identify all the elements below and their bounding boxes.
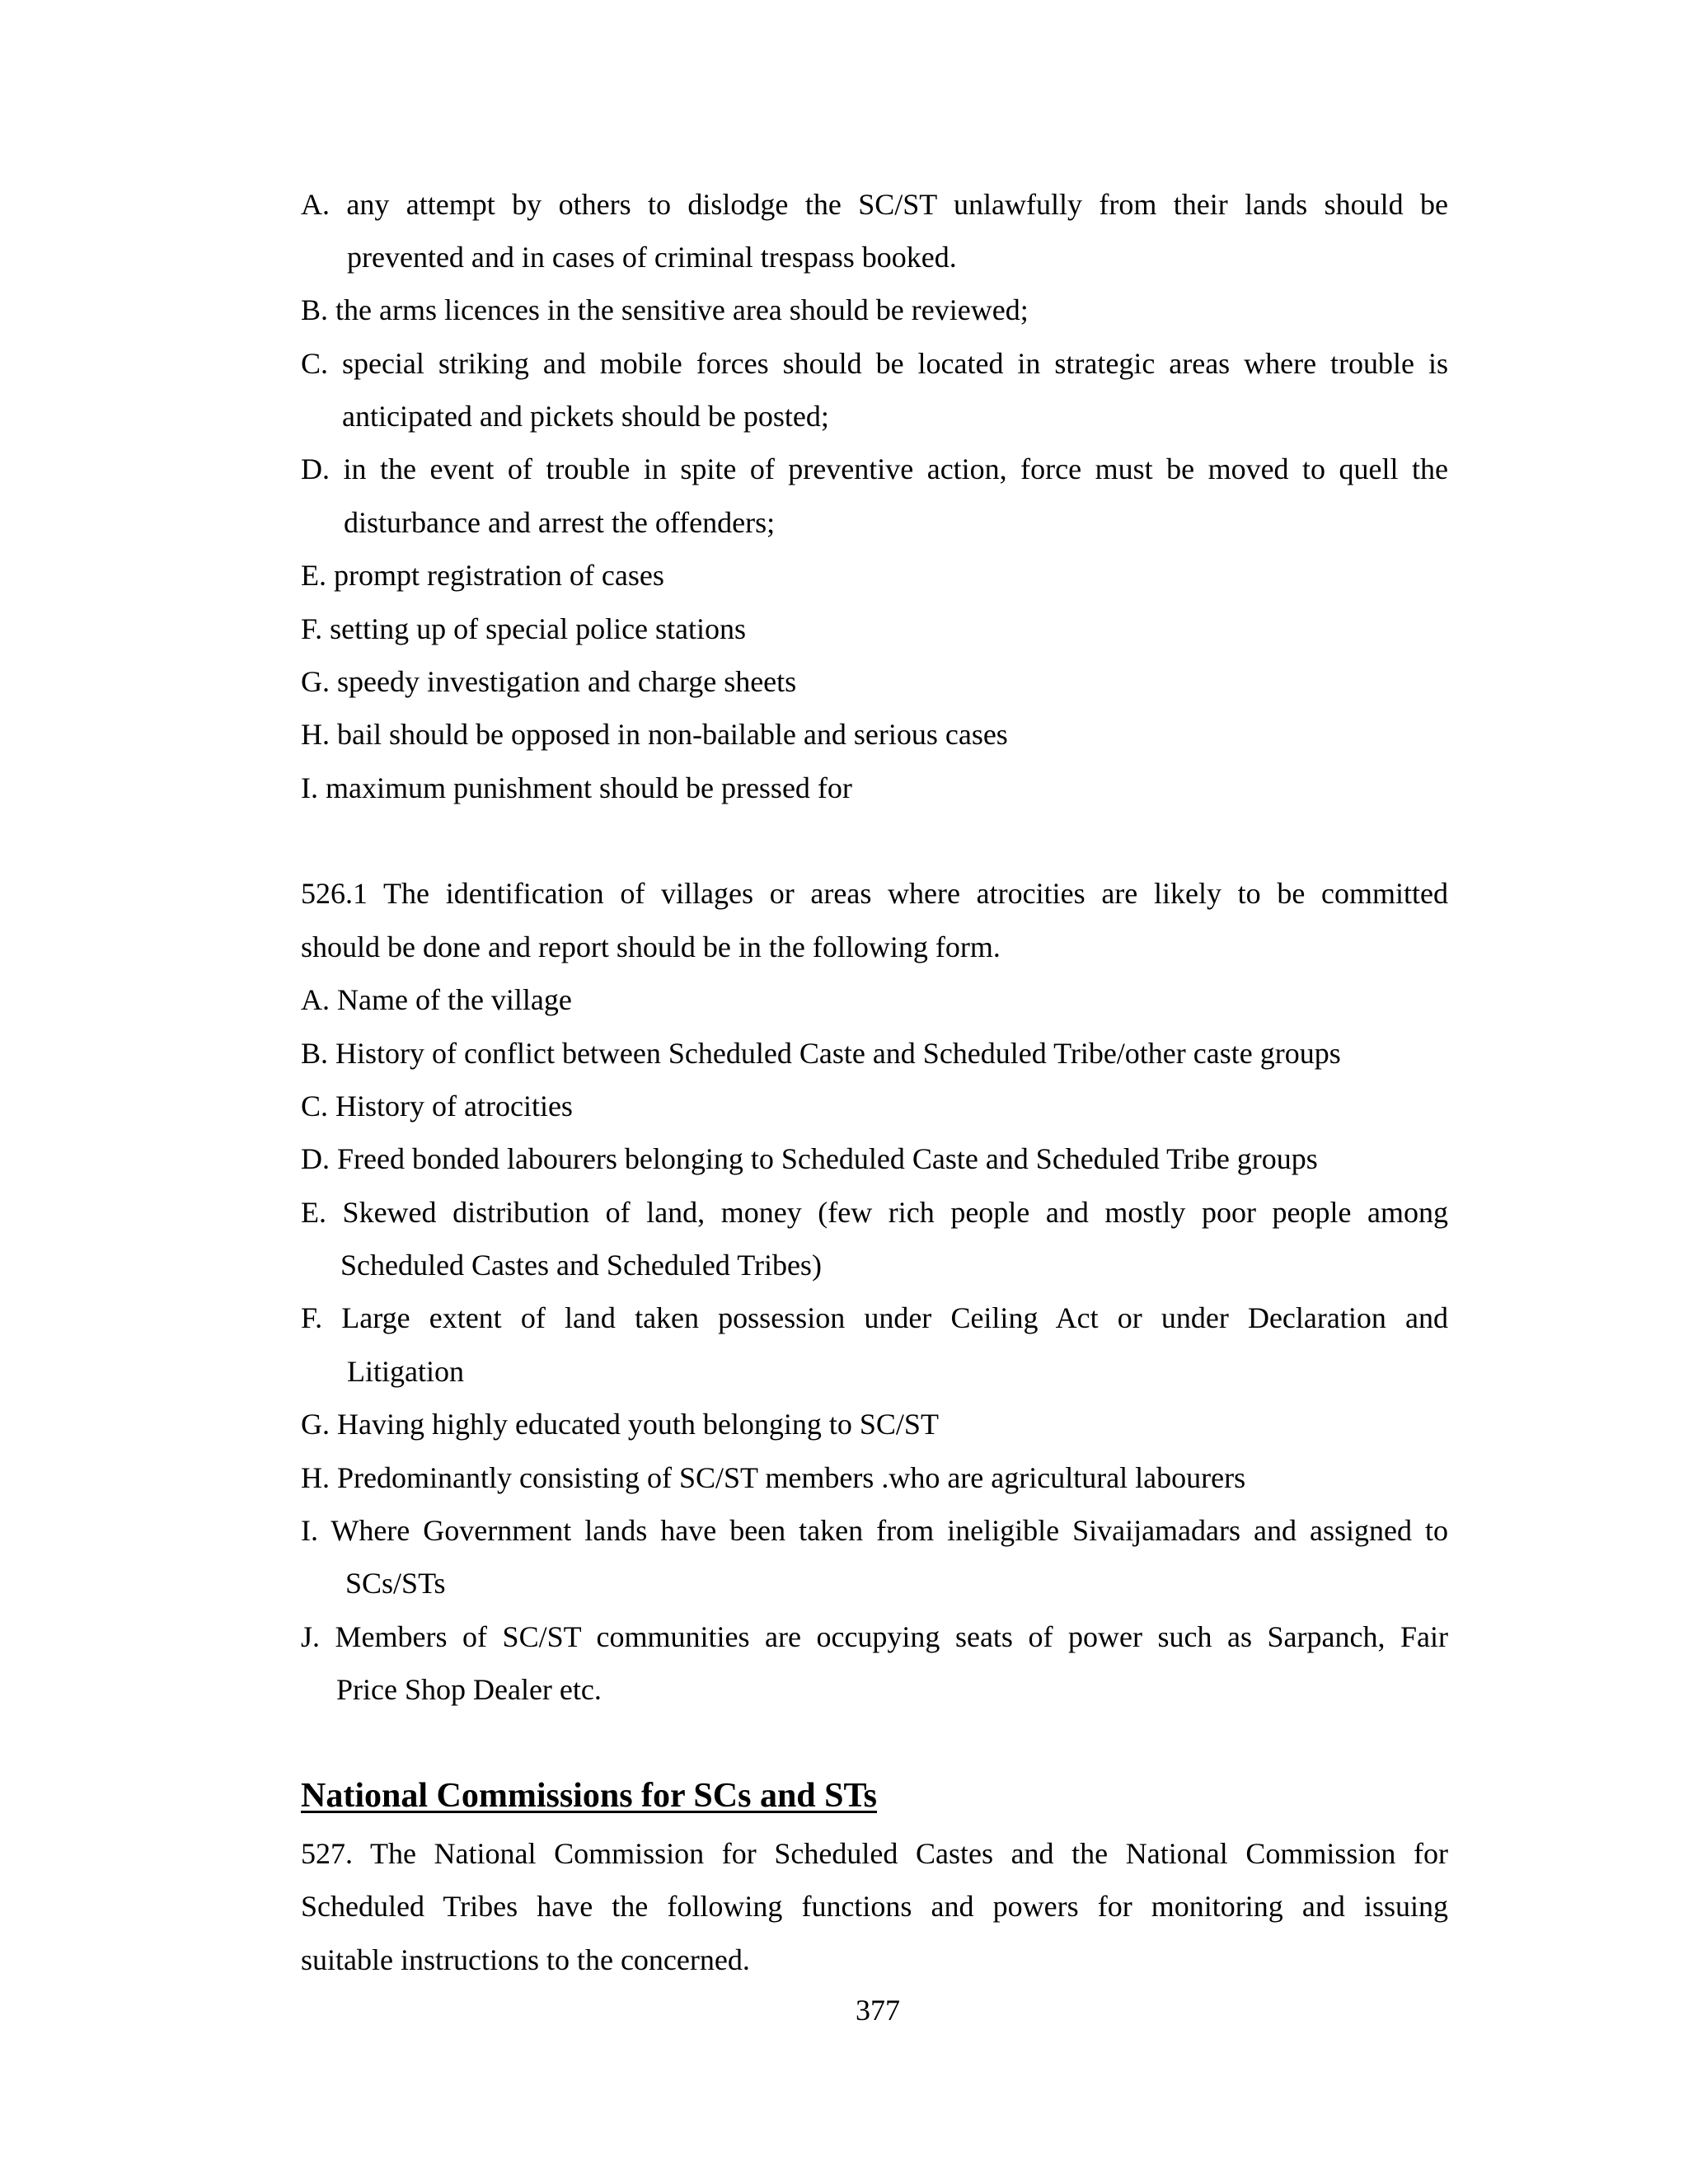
list1-item-h: H. bail should be opposed in non-bailable and serious cases <box>301 718 1008 751</box>
para-527-line3: suitable instructions to the concerned. <box>301 1943 750 1976</box>
list2-item-h: H. Predominantly consisting of SC/ST members .who are agricultural labourers <box>301 1461 1246 1494</box>
list1-item-f: F. setting up of special police stations <box>301 612 747 645</box>
list2-item-f-line1: F. Large extent of land taken possession under Ceiling Act or under Declaration and <box>301 1301 1448 1334</box>
para-527-line2: Scheduled Tribes have the following functions and powers for monitoring and issuing <box>301 1890 1448 1923</box>
list1-item-g: G. speedy investigation and charge sheets <box>301 665 797 698</box>
list2-item-i-line1: I. Where Government lands have been taken from ineligible Sivaijamadars and assigned to <box>301 1514 1448 1547</box>
para-526-1-line2: should be done and report should be in the following form. <box>301 930 1001 963</box>
list2-item-i-line2: SCs/STs <box>345 1567 446 1600</box>
list1-item-d-line2: disturbance and arrest the offenders; <box>344 506 776 539</box>
list2-item-c: C. History of atrocities <box>301 1090 573 1122</box>
list1-item-a-line1: A. any attempt by others to dislodge the SC/ST unlawfully from their lands should be <box>301 188 1448 221</box>
list1-item-e: E. prompt registration of cases <box>301 559 664 592</box>
list1-item-c-line2: anticipated and pickets should be posted; <box>342 400 829 433</box>
list1-item-i: I. maximum punishment should be pressed for <box>301 771 852 804</box>
list2-item-f-line2: Litigation <box>347 1355 464 1388</box>
list2-item-b: B. History of conflict between Scheduled Caste and Scheduled Tribe/other caste groups <box>301 1037 1341 1070</box>
list2-item-g: G. Having highly educated youth belonging to SC/ST <box>301 1408 939 1441</box>
list2-item-e-line1: E. Skewed distribution of land, money (few rich people and mostly poor people among <box>301 1196 1448 1229</box>
list1-item-c-line1: C. special striking and mobile forces should be located in strategic areas where trouble is <box>301 347 1448 380</box>
list2-item-d: D. Freed bonded labourers belonging to Scheduled Caste and Scheduled Tribe groups <box>301 1142 1318 1175</box>
para-526-1-line1: 526.1 The identification of villages or areas where atrocities are likely to be committed <box>301 877 1448 910</box>
page-number: 377 <box>856 1994 900 2027</box>
section-heading: National Commissions for SCs and STs <box>301 1777 878 1815</box>
list1-item-d-line1: D. in the event of trouble in spite of preventive action, force must be moved to quell the <box>301 452 1448 485</box>
list1-item-a-line2: prevented and in cases of criminal trespass booked. <box>347 241 957 274</box>
list2-item-e-line2: Scheduled Castes and Scheduled Tribes) <box>340 1249 822 1282</box>
para-527-line1: 527. The National Commission for Scheduled Castes and the National Commission for <box>301 1837 1448 1870</box>
list2-item-j-line1: J. Members of SC/ST communities are occupying seats of power such as Sarpanch, Fair <box>301 1620 1448 1653</box>
list2-item-a: A. Name of the village <box>301 983 572 1016</box>
list2-item-j-line2: Price Shop Dealer etc. <box>336 1673 602 1706</box>
list1-item-b: B. the arms licences in the sensitive area should be reviewed; <box>301 293 1029 326</box>
